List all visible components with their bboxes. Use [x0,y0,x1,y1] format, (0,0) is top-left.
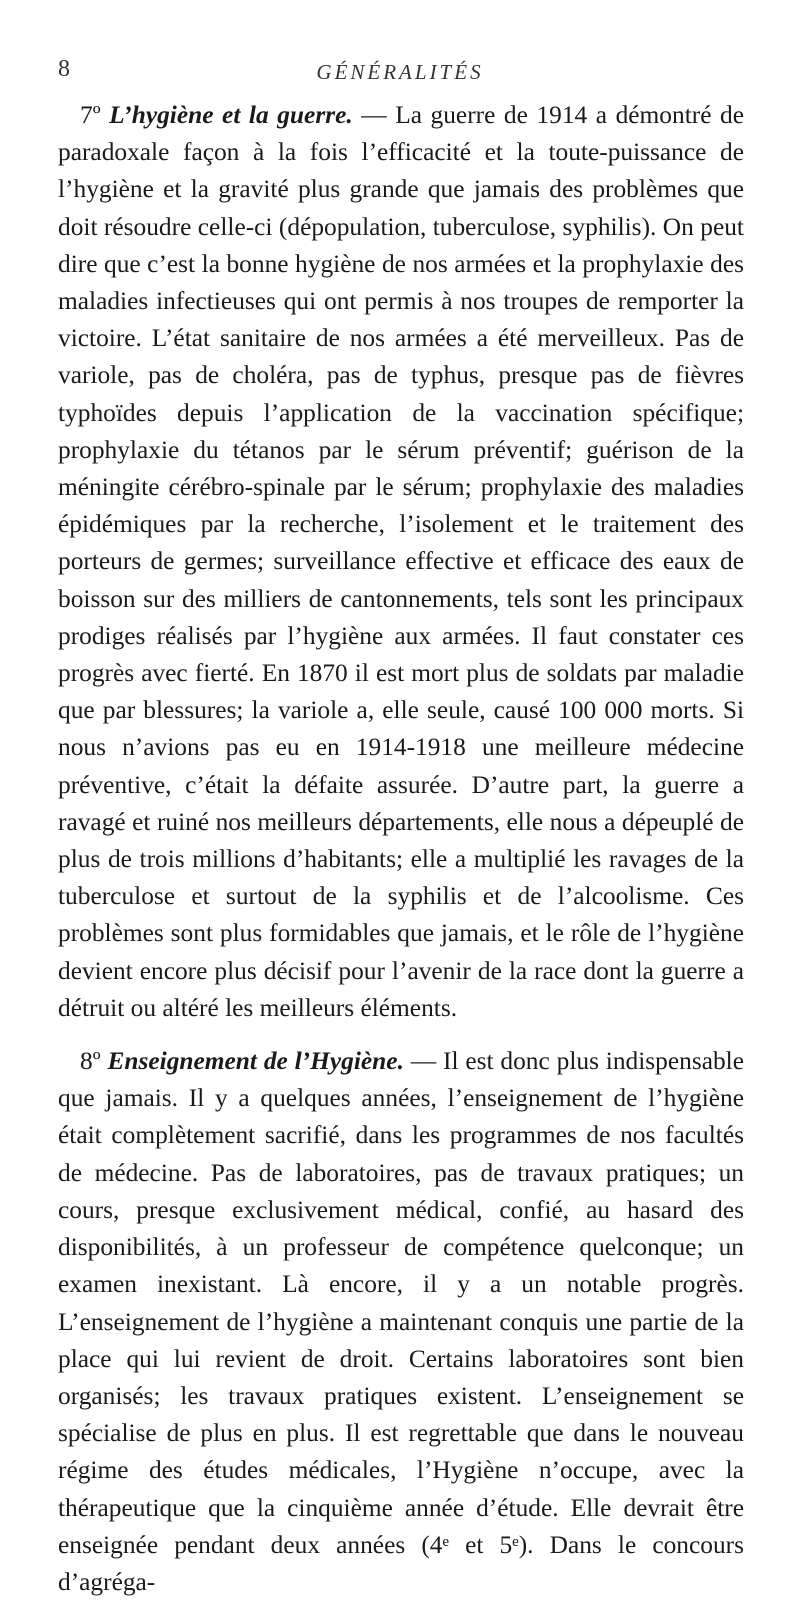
paragraph-hygiene-and-war [58,97,744,1027]
paragraph-text: La guerre de 1914 a démontré de paradoxale façon à la fois l’efficacité et la toute-puissance de l’hygiène et la gravité plus grande que jamais des problèmes que doit résoudre celle-ci (dépopulation, tuberculose, syphilis). On peut dire que c’est la bonne hygiène de nos armées et la prophylaxie des maladies infectieuses qui ont permis à nos troupes de remporter la victoire. L’état sanitaire de nos armées a été merveilleux. Pas de variole, pas de choléra, pas de typhus, presque pas de fièvres typhoïdes depuis l’application de la vaccination spécifique; prophylaxie du tétanos par le sérum préventif; guérison de la méningite cérébro-spinale par le sérum; prophylaxie des maladies épidémiques par la recherche, l’isolement et le traitement des porteurs de germes; surveillance effective et efficace des eaux de boisson sur des milliers de cantonnements, tels sont les principaux prodiges réalisés par l’hygiène aux armées. Il faut constater ces progrès avec fierté. En 1870 il est mort plus de soldats par maladie que par blessures; la variole a, elle seule, causé 100 000 morts. Si nous n’avions pas eu en 1914-1918 une meilleure médecine préventive, c’était la défaite assurée. D’autre part, la guerre a ravagé et ruiné nos meilleurs départements, elle nous a dépeuplé de plus de trois millions d’habitants; elle a multiplié les ravages de la tuberculose et surtout de la syphilis et de l’alcoolisme. Ces problèmes sont plus formidables que jamais, et le rôle de l’hygiène devient encore plus décisif pour l’avenir de la race dont la guerre a détruit ou altéré les meilleurs éléments. [58,101,744,1022]
title-dash: — [403,1047,444,1076]
paragraph-text: Il est donc plus indispensable que jamais. Il y a quelques années, l’enseignement de l’hygiène était complètement sacrifié, dans les programmes de nos facultés de médecine. Pas de laboratoires, pas de travaux pratiques; un cours, presque exclusivement médical, confié, au hasard des disponibilités, à un professeur de compétence quelconque; un examen inexistant. Là encore, il y a un notable progrès. L’enseignement de l’hygiène a maintenant conquis une partie de la place qui lui revient de droit. Certains laboratoires sont bien organisés; les travaux pratiques existent. L’enseignement se spécialise de plus en plus. Il est regrettable que dans le nouveau régime des études médicales, l’Hygiène n’occupe, avec la thérapeutique que la cinquième année d’étude. Elle devrait être enseignée pendant deux années (4ᵉ et 5ᵉ). Dans le concours d’agréga- [58,1047,744,1596]
page-header [58,56,742,88]
section-number: 8º [80,1047,101,1076]
section-title: L’hygiène et la guerre. [109,101,353,129]
section-number: 7º [80,101,101,129]
page-number: 8 [58,56,70,82]
title-dash: — [352,101,396,129]
body-text [58,97,744,1601]
running-title: GÉNÉRALITÉS [316,60,484,84]
paragraph-hygiene-teaching [58,1043,744,1601]
section-title: Enseignement de l’Hygiène. [107,1047,404,1076]
